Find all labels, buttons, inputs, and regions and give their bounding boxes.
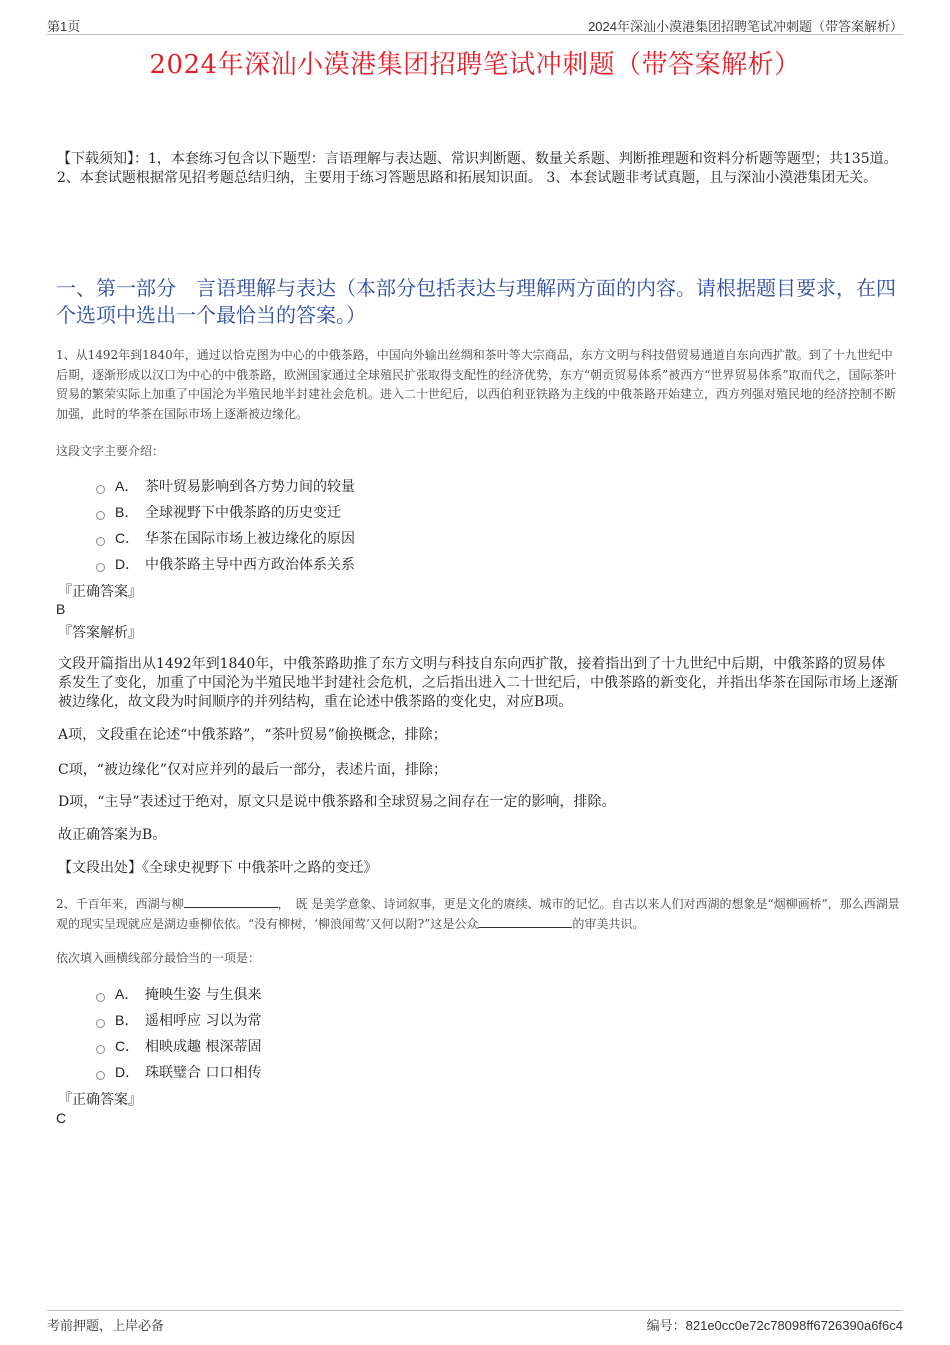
radio-icon[interactable] [96,537,105,546]
option-label: 相映成趣 根深蒂固 [145,1039,262,1055]
analysis-paragraph: A项，文段重在论述“中俄茶路”，“茶叶贸易”偷换概念，排除； [58,727,447,743]
option-c[interactable]: C． 华茶在国际市场上被边缘化的原因 [96,525,355,551]
fill-blank [184,895,278,908]
radio-icon[interactable] [96,993,105,1002]
radio-icon[interactable] [96,485,105,494]
radio-icon[interactable] [96,563,105,572]
fill-blank [478,915,572,928]
question-2-text: 2、千百年来，西湖与柳 ， 既 是美学意象、诗词叙事，更是文化的赓续、城市的记忆。自古以来人们对西湖的想象是“烟柳画桥”，那么西湖景观的现实呈现就应是湖边垂柳依依。“没有柳树，‘柳浪闻莺’又何以附?”这是公众 的审美共识。 [56,897,900,931]
option-c[interactable]: C． 相映成趣 根深蒂固 [96,1033,261,1059]
radio-icon[interactable] [96,1071,105,1080]
document-id: 编号：821e0cc0e72c78098ff6726390a6f6c4 [646,1318,903,1333]
page-footer [47,1310,903,1335]
analysis-paragraph: C项，“被边缘化”仅对应并列的最后一部分，表述片面，排除； [58,762,448,778]
radio-icon[interactable] [96,1045,105,1054]
radio-icon[interactable] [96,1019,105,1028]
question-1-text: 1、从1492年到1840年，通过以恰克图为中心的中俄茶路，中国向外输出丝绸和茶叶等大宗商品，东方文明与科技借贸易通道自东向西扩散。到了十九世纪中后期，逐渐形成以汉口为中心的中俄茶路，欧洲国家通过全球殖民扩张取得支配性的经济优势，东方“朝贡贸易体系”被西方“世界贸易体系”取而代之，国际茶叶贸易的繁荣实际上加重了中国沦为半殖民地半封建社会危机。进入二十世纪后，以西伯利亚铁路为主线的中俄茶路开始建立，西方列强对殖民地的经济控制不断加强，此时的华茶在国际市场上逐渐被边缘化。 [56,348,897,421]
download-notice: 【下载须知】：1，本套练习包含以下题型：言语理解与表达题、常识判断题、数量关系题、判断推理题和资料分析题等题型；共135道。 2、本套试题根据常见招考题总结归纳，主要用于练习答题思路和拓展知识面。 3、本套试题非考试真题，且与深汕小漠港集团无关。 [57,151,898,186]
answer-label: 『正确答案』 [58,1092,142,1108]
answer-value: B [56,601,66,617]
analysis-label: 『答案解析』 [58,625,142,641]
option-b[interactable]: B． 遥相呼应 习以为常 [96,1007,261,1033]
option-label: 遥相呼应 习以为常 [145,1013,262,1029]
page-number: 第1页 [47,19,81,34]
footer-slogan: 考前押题，上岸必备 [47,1319,165,1334]
option-label: 全球视野下中俄茶路的历史变迁 [145,505,341,521]
header-doc-title: 2024年深汕小漠港集团招聘笔试冲刺题（带答案解析） [588,19,903,34]
page-header [47,14,903,35]
analysis-paragraph: D项，“主导”表述过于绝对，原文只是说中俄茶路和全球贸易之间存在一定的影响，排除。 [58,794,616,810]
question-2-prompt: 依次填入画横线部分最恰当的一项是： [56,951,261,965]
section-title: 一、第一部分 言语理解与表达（本部分包括表达与理解两方面的内容。请根据题目要求，在四个选项中选出一个最恰当的答案。） [56,276,896,327]
option-d[interactable]: D． 珠联璧合 口口相传 [96,1059,261,1085]
option-a[interactable]: A． 茶叶贸易影响到各方势力间的较量 [96,473,355,499]
option-a[interactable]: A． 掩映生姿 与生俱来 [96,981,261,1007]
analysis-paragraph: 故正确答案为B。 [58,827,167,843]
radio-icon[interactable] [96,511,105,520]
option-b[interactable]: B． 全球视野下中俄茶路的历史变迁 [96,499,355,525]
document-title: 2024年深汕小漠港集团招聘笔试冲刺题（带答案解析） [149,50,801,80]
option-label: 掩映生姿 与生俱来 [145,987,262,1003]
option-d[interactable]: D． 中俄茶路主导中西方政治体系关系 [96,551,355,577]
analysis-paragraph: 文段开篇指出从1492年到1840年，中俄茶路助推了东方文明与科技自东向西扩散，接着指出到了十九世纪中后期，中俄茶路的贸易体系发生了变化，加重了中国沦为半殖民地半封建社会危机，之后指出进入二十世纪后，中俄茶路的新变化，并指出华茶在国际市场上逐渐被边缘化，故文段为时间顺序的并列结构，重在论述中俄茶路的变化史，对应B项。 [58,656,898,710]
option-label: 珠联璧合 口口相传 [145,1065,262,1081]
answer-value: C [56,1110,67,1126]
option-label: 华茶在国际市场上被边缘化的原因 [145,531,355,547]
question-2-options [96,981,261,1085]
option-label: 中俄茶路主导中西方政治体系关系 [145,557,355,573]
question-1-options [96,473,355,577]
answer-label: 『正确答案』 [58,584,142,600]
option-label: 茶叶贸易影响到各方势力间的较量 [145,479,355,495]
source-citation: 【文段出处】《全球史视野下 中俄茶叶之路的变迁》 [58,860,378,876]
question-1-prompt: 这段文字主要介绍： [56,444,165,458]
